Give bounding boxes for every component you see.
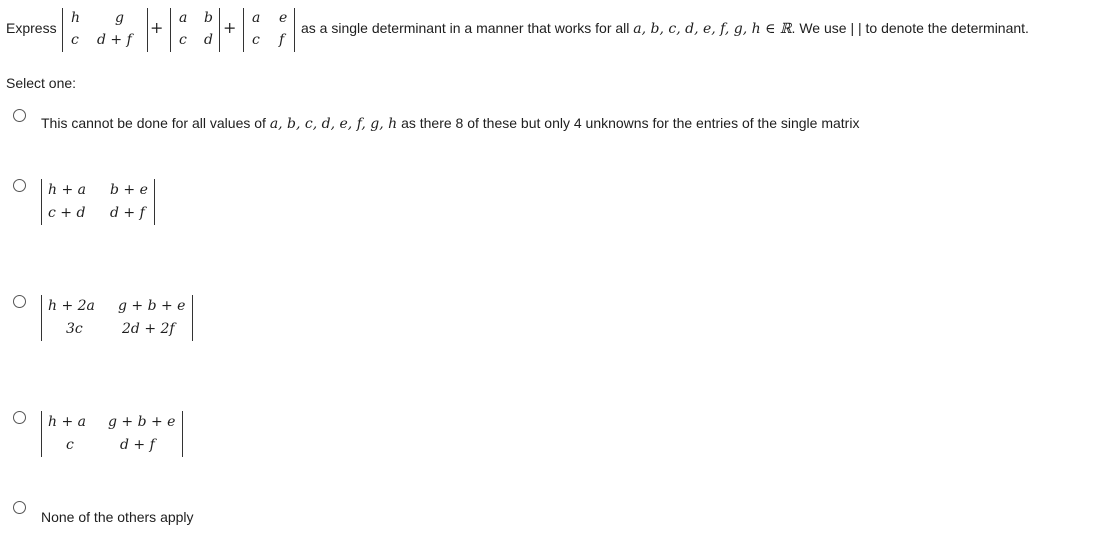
question-stem bbox=[6, 6, 1092, 54]
option-4[interactable] bbox=[0, 408, 1094, 464]
det2-r2c1: c bbox=[179, 32, 187, 48]
det1-r1c1: h bbox=[71, 10, 81, 26]
det1-r2c1: c bbox=[71, 32, 79, 48]
radio-button[interactable] bbox=[13, 109, 26, 122]
det-r1c2: g + b + e bbox=[118, 298, 186, 314]
radio-button[interactable] bbox=[13, 295, 26, 308]
option-1-text: This cannot be done for all values of a, b, c, d, e, f, g, h as there 8 of these but only 4 unknowns for the entries of the single matrix bbox=[41, 115, 860, 132]
det-r2c2: d + f bbox=[120, 437, 155, 453]
plus-sign: + bbox=[150, 18, 164, 37]
option-5[interactable] bbox=[0, 500, 1094, 528]
determinant-3 bbox=[243, 8, 295, 52]
option-2[interactable] bbox=[0, 176, 1094, 232]
det-r2c2: d + f bbox=[110, 205, 145, 221]
option-3-determinant bbox=[41, 295, 193, 341]
det-r1c2: g + b + e bbox=[108, 414, 176, 430]
question-suffix: as a single determinant in a manner that works for all a, b, c, d, e, f, g, h ∈ ℝ. We use | | to denote the determinant. bbox=[301, 20, 1029, 37]
det1-r2c2: d + f bbox=[97, 32, 132, 48]
det-r2c1: 3c bbox=[66, 321, 83, 337]
question-prefix: Express bbox=[6, 20, 57, 36]
option-4-determinant bbox=[41, 411, 183, 457]
det2-r1c1: a bbox=[179, 10, 188, 26]
radio-button[interactable] bbox=[13, 501, 26, 514]
det-r1c1: h + a bbox=[48, 182, 86, 198]
det-r2c2: 2d + 2f bbox=[122, 321, 175, 337]
option-3[interactable] bbox=[0, 292, 1094, 348]
option-2-determinant bbox=[41, 179, 155, 225]
det-r1c1: h + 2a bbox=[48, 298, 95, 314]
det3-r1c1: a bbox=[252, 10, 261, 26]
select-one-label: Select one: bbox=[6, 75, 77, 91]
det-r2c1: c bbox=[66, 437, 74, 453]
determinant-2 bbox=[170, 8, 220, 52]
option-1[interactable] bbox=[0, 107, 1094, 135]
det3-r2c2: f bbox=[279, 32, 285, 48]
radio-button[interactable] bbox=[13, 411, 26, 424]
det1-r1c2: g bbox=[115, 10, 124, 26]
det-r2c1: c + d bbox=[48, 205, 86, 221]
det-r1c1: h + a bbox=[48, 414, 86, 430]
determinant-bars: | | bbox=[850, 20, 862, 36]
determinant-1 bbox=[62, 8, 148, 52]
det-r1c2: b + e bbox=[110, 182, 148, 198]
variables-set: a, b, c, d, e, f, g, h ∈ ℝ bbox=[633, 21, 792, 37]
det3-r1c2: e bbox=[279, 10, 288, 26]
plus-sign: + bbox=[223, 18, 237, 37]
det3-r2c1: c bbox=[252, 32, 260, 48]
option-5-text: None of the others apply bbox=[41, 509, 194, 525]
det2-r2c2: d bbox=[204, 32, 213, 48]
det2-r1c2: b bbox=[204, 10, 213, 26]
radio-button[interactable] bbox=[13, 179, 26, 192]
